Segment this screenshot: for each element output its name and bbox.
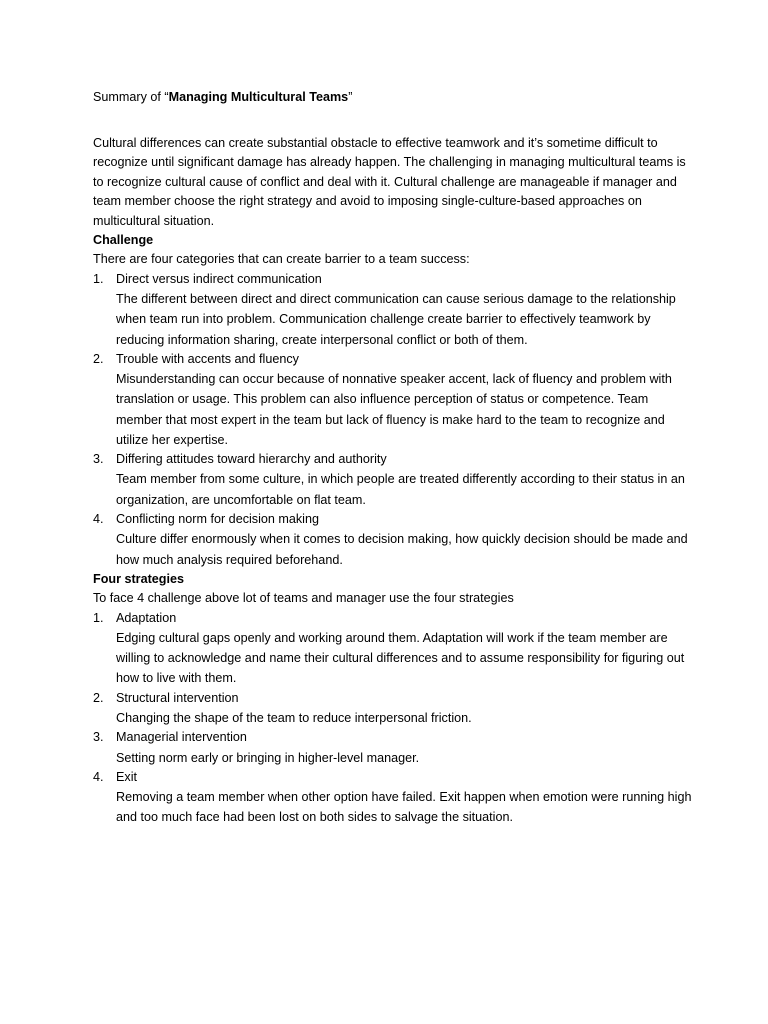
item-number: 3. <box>93 452 104 467</box>
challenge-heading: Challenge <box>93 233 154 248</box>
title-suffix: ” <box>348 90 353 104</box>
challenge-item <box>93 270 693 350</box>
item-title: Exit <box>116 769 137 784</box>
item-body: Changing the shape of the team to reduce interpersonal friction. <box>116 710 472 725</box>
strategy-item <box>93 728 693 768</box>
item-title: Conflicting norm for decision making <box>116 511 319 526</box>
challenge-item <box>93 350 693 450</box>
item-number: 4. <box>93 511 104 526</box>
challenge-item <box>93 450 693 510</box>
document-content <box>93 88 693 828</box>
strategies-heading: Four strategies <box>93 571 184 586</box>
item-number: 4. <box>93 769 104 784</box>
item-body: Team member from some culture, in which people are treated differently according to their status in an organization, are uncomfortable on flat team. <box>116 472 685 507</box>
item-body: Edging cultural gaps openly and working around them. Adaptation will work if the team member are willing to acknowledge and name their cultural differences and to assume responsibility for figuring out how to live with them. <box>116 630 685 686</box>
item-title: Differing attitudes toward hierarchy and authority <box>116 452 387 467</box>
strategy-item <box>93 689 693 729</box>
challenge-item <box>93 510 693 570</box>
challenge-list <box>93 270 693 570</box>
item-title: Trouble with accents and fluency <box>116 351 299 366</box>
title-bold: Managing Multicultural Teams <box>168 90 349 104</box>
item-title: Managerial intervention <box>116 730 247 745</box>
item-number: 1. <box>93 271 104 286</box>
strategy-item <box>93 609 693 689</box>
item-title: Adaptation <box>116 610 177 625</box>
strategies-list <box>93 609 693 828</box>
item-number: 2. <box>93 690 104 705</box>
item-body: Misunderstanding can occur because of nonnative speaker accent, lack of fluency and problem with translation or usage. This problem can also influence perception of status or competence. Team member that most expert in the team but lack of fluency is make hard to the team to recognize and utilize her expertise. <box>116 372 672 447</box>
item-body: Setting norm early or bringing in higher-level manager. <box>116 750 420 765</box>
item-title: Direct versus indirect communication <box>116 271 322 286</box>
document-title <box>93 88 693 107</box>
strategy-item <box>93 768 693 828</box>
item-body: Culture differ enormously when it comes to decision making, how quickly decision should be made and how much analysis required beforehand. <box>116 532 688 567</box>
item-number: 3. <box>93 730 104 745</box>
strategies-intro: To face 4 challenge above lot of teams and manager use the four strategies <box>93 591 514 606</box>
item-body: Removing a team member when other option have failed. Exit happen when emotion were running high and too much face had been lost on both sides to salvage the situation. <box>116 790 692 825</box>
item-number: 2. <box>93 351 104 366</box>
item-title: Structural intervention <box>116 690 239 705</box>
item-number: 1. <box>93 610 104 625</box>
intro-paragraph: Cultural differences can create substantial obstacle to effective teamwork and it’s sometime difficult to recognize until significant damage has already happen. The challenging in managing multicultural teams is to recognize cultural cause of conflict and deal with it. Cultural challenge are manageable if manager and team member choose the right strategy and avoid to imposing single-culture-based approaches on multicultural situation. <box>93 136 686 228</box>
challenge-intro: There are four categories that can create barrier to a team success: <box>93 252 470 267</box>
item-body: The different between direct and direct communication can cause serious damage to the relationship when team run into problem. Communication challenge create barrier to effectively teamwork by reducing information sharing, create interpersonal conflict or both of them. <box>116 292 676 347</box>
spacer <box>93 107 693 134</box>
title-prefix: Summary of “ <box>93 90 169 104</box>
